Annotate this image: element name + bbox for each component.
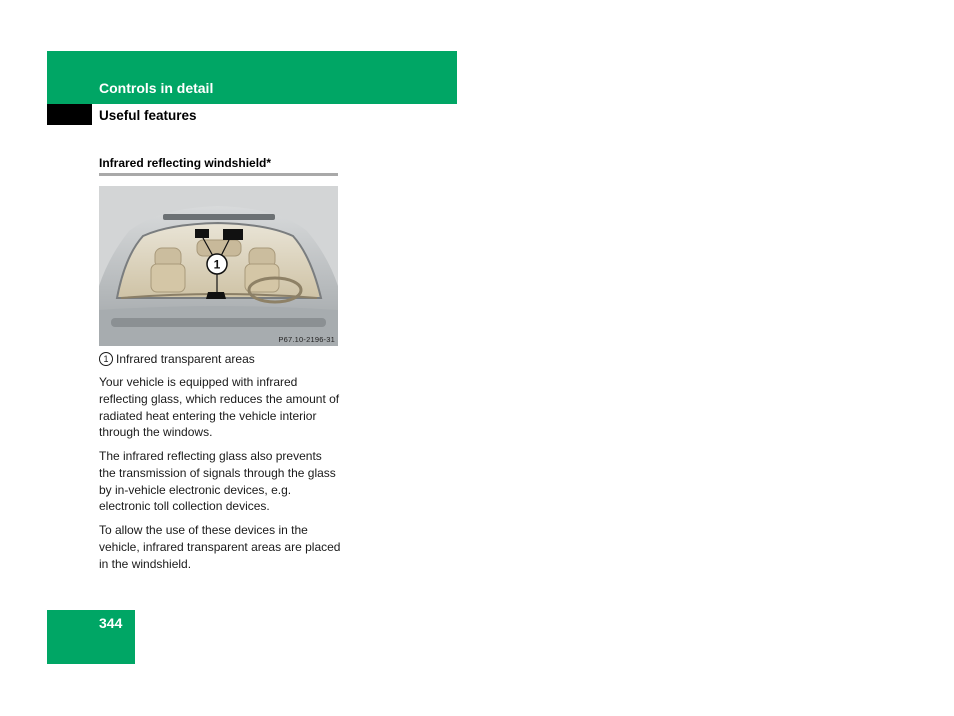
article-title: Infrared reflecting windshield* (99, 156, 272, 170)
caption-text: Infrared transparent areas (116, 352, 255, 366)
section-tab-marker (47, 104, 92, 125)
page-number: 344 (99, 615, 123, 631)
section-title: Useful features (99, 108, 197, 123)
figure-callout-number: 1 (213, 257, 221, 272)
windshield-drawing (99, 186, 338, 346)
body-paragraph-2: The infrared reflecting glass also prevents the transmission of signals through the glass by in-vehicle electronic devices, e.g. electronic toll collection devices. (99, 449, 336, 514)
chapter-title: Controls in detail (99, 80, 214, 96)
figure-caption (99, 351, 255, 368)
caption-number-icon: 1 (99, 352, 113, 366)
body-paragraph-1: Your vehicle is equipped with infrared reflecting glass, which reduces the amount of radiated heat entering the vehicle interior through the windows. (99, 375, 340, 440)
header-band (47, 51, 457, 104)
windshield-illustration (99, 186, 338, 346)
body-paragraph-3: To allow the use of these devices in the vehicle, infrared transparent areas are placed in the windshield. (99, 523, 341, 571)
title-underline (99, 173, 338, 176)
figure-code: P67.10-2196-31 (278, 335, 335, 344)
